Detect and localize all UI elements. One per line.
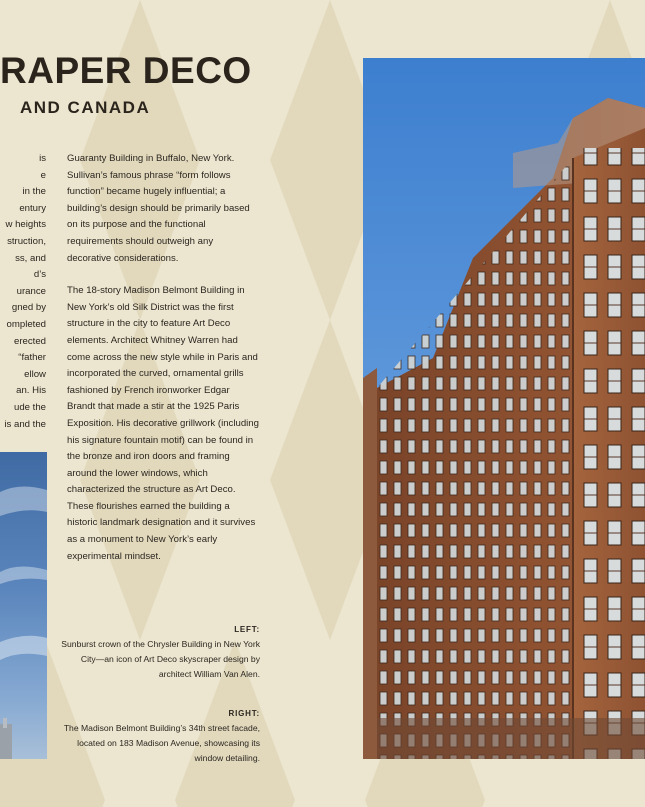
left-column-line: ude the <box>13 401 46 413</box>
left-column-line: ss, and <box>15 252 46 264</box>
body-text-column <box>67 151 259 565</box>
left-column-line: e <box>40 169 46 181</box>
left-column-line: an. His <box>16 385 46 397</box>
left-column-line: ellow <box>24 368 46 380</box>
left-column-line: in the <box>22 186 46 198</box>
body-paragraph: The 18-story Madison Belmont Building in New York’s old Silk District was the first structure in the city to feature Art Deco elements. Architect Whitney Warren had come across the new style while in Paris and incorporated the curved, ornamental grills fashioned by French ironworker Edgar Brandt that made a stir at the 1925 Paris Exposition. His decorative grillwork (including his signature fountain motif) can be found in the bronze and iron doors and framing around the lower windows, which characterized the structure as Art Deco. These flourishes earned the building a historic landmark designation and it survives as a monument to New York’s early experimental mindset. <box>67 285 259 562</box>
madison-belmont-building-photo <box>363 58 645 759</box>
caption-right <box>60 706 260 766</box>
left-text-column <box>0 151 46 433</box>
caption-right-label: RIGHT: <box>228 709 260 718</box>
body-paragraph: Guaranty Building in Buffalo, New York. Sullivan’s famous phrase “form follows function” became hugely influential; a building’s design should be primarily based on its purpose and the functional requirements should outweigh any decorative considerations. <box>67 153 250 264</box>
left-column-line: struction, <box>7 235 46 247</box>
left-column-line: urance <box>16 285 46 297</box>
left-column-line: ompleted <box>6 318 46 330</box>
caption-left-label: LEFT: <box>234 625 260 634</box>
left-column-line: is and the <box>4 418 46 430</box>
page-subtitle: AND CANADA <box>20 98 151 117</box>
caption-right-text: The Madison Belmont Building’s 34th street facade, located on 183 Madison Avenue, showcasing its window detailing. <box>63 723 260 763</box>
left-column-line: entury <box>19 202 46 214</box>
left-column-line: d’s <box>33 269 46 281</box>
page-title: RAPER DECO <box>0 50 252 91</box>
left-column-line: is <box>39 153 46 164</box>
left-column-line: “father <box>18 352 46 364</box>
caption-left-text: Sunburst crown of the Chrysler Building in New York City—an icon of Art Deco skyscraper design by architect William Van Alen. <box>61 639 260 679</box>
left-column-line: erected <box>14 335 46 347</box>
caption-left <box>60 622 260 682</box>
chrysler-building-photo <box>0 452 47 759</box>
left-column-line: gned by <box>11 302 46 314</box>
left-column-line: w heights <box>5 219 46 231</box>
